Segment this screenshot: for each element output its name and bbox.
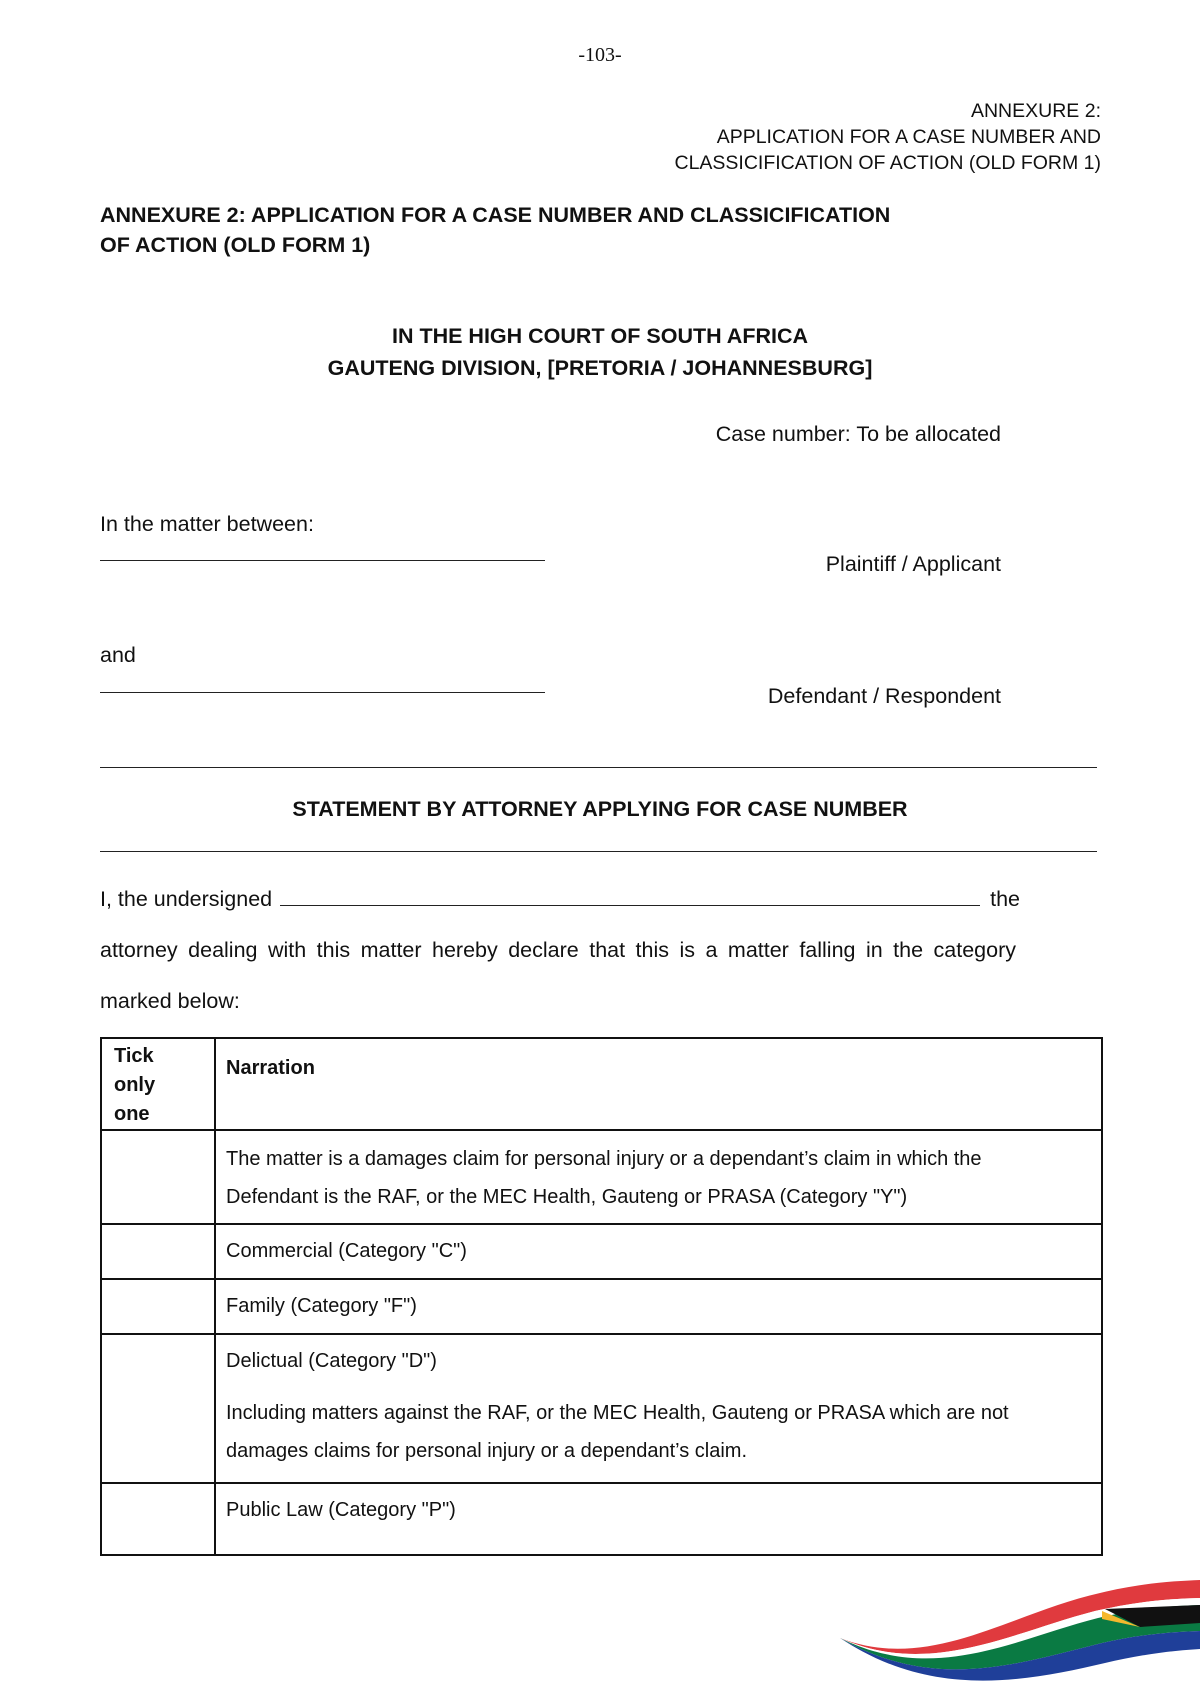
tick-box-category-y[interactable] [101, 1130, 215, 1224]
declaration-suffix: the [990, 887, 1020, 911]
south-african-flag-ribbon-logo [840, 1553, 1200, 1698]
header-line-2: APPLICATION FOR A CASE NUMBER AND [716, 126, 1101, 148]
narration-text: Public Law (Category "P") [226, 1499, 456, 1521]
tick-box-category-p[interactable] [101, 1483, 215, 1555]
narration-line: Defendant is the RAF, or the MEC Health, Gauteng or PRASA (Category "Y") [226, 1186, 908, 1208]
statement-title: STATEMENT BY ATTORNEY APPLYING FOR CASE NUMBER [292, 797, 908, 821]
declaration-line-3: marked below: [100, 989, 240, 1013]
table-row [101, 1483, 1102, 1555]
narration-line: damages claims for personal injury or a dependant’s claim. [226, 1440, 748, 1462]
plaintiff-label: Plaintiff / Applicant [825, 552, 1001, 576]
annexure-title [100, 200, 1030, 260]
tick-header [101, 1038, 215, 1130]
annexure-title-line-1: ANNEXURE 2: APPLICATION FOR A CASE NUMBER AND CLASSICIFICATION [100, 203, 891, 227]
court-heading-line-2: GAUTENG DIVISION, [PRETORIA / JOHANNESBURG] [327, 356, 873, 380]
court-heading [0, 320, 1200, 384]
attorney-name-field[interactable] [280, 888, 980, 906]
matter-between-label: In the matter between: [100, 512, 314, 536]
narration-text: Commercial (Category "C") [226, 1240, 467, 1262]
narration-category-c [215, 1224, 1102, 1279]
narration-header: Narration [215, 1038, 1102, 1130]
tick-box-category-d[interactable] [101, 1334, 215, 1483]
table-header-row [101, 1038, 1102, 1130]
tick-box-category-c[interactable] [101, 1224, 215, 1279]
table-row [101, 1130, 1102, 1224]
defendant-name-line[interactable] [100, 692, 545, 693]
divider-top [100, 767, 1097, 768]
plaintiff-name-line[interactable] [100, 560, 545, 561]
annexure-title-line-2: OF ACTION (OLD FORM 1) [100, 233, 371, 257]
category-table [100, 1037, 1103, 1556]
narration-line: The matter is a damages claim for personal injury or a dependant’s claim in which the [226, 1148, 982, 1170]
tick-box-category-f[interactable] [101, 1279, 215, 1334]
narration-note [226, 1394, 1091, 1470]
narration-category-p [215, 1483, 1102, 1555]
table-row [101, 1334, 1102, 1483]
tick-header-line: Tick [114, 1045, 154, 1067]
narration-category-y [215, 1130, 1102, 1224]
narration-text: Delictual (Category "D") [226, 1350, 437, 1372]
court-heading-line-1: IN THE HIGH COURT OF SOUTH AFRICA [391, 324, 809, 348]
and-label: and [100, 643, 136, 667]
narration-category-d [215, 1334, 1102, 1483]
tick-header-line: one [114, 1103, 150, 1125]
page-number: -103- [578, 44, 622, 66]
declaration-line-1 [100, 887, 1020, 912]
narration-category-f [215, 1279, 1102, 1334]
narration-text [226, 1131, 1091, 1216]
narration-line: Including matters against the RAF, or the MEC Health, Gauteng or PRASA which are not [226, 1402, 1009, 1424]
running-header [674, 98, 1101, 176]
declaration-line-2: attorney dealing with this matter hereby declare that this is a matter falling in the category [100, 938, 1016, 962]
tick-header-line: only [114, 1074, 156, 1096]
case-number: Case number: To be allocated [715, 422, 1001, 446]
table-row [101, 1224, 1102, 1279]
divider-bottom [100, 851, 1097, 852]
declaration-prefix: I, the undersigned [100, 887, 273, 911]
table-row [101, 1279, 1102, 1334]
narration-text: Family (Category "F") [226, 1295, 417, 1317]
header-line-3: CLASSICIFICATION OF ACTION (OLD FORM 1) [674, 152, 1101, 174]
defendant-label: Defendant / Respondent [767, 684, 1001, 708]
header-line-1: ANNEXURE 2: [970, 100, 1101, 122]
